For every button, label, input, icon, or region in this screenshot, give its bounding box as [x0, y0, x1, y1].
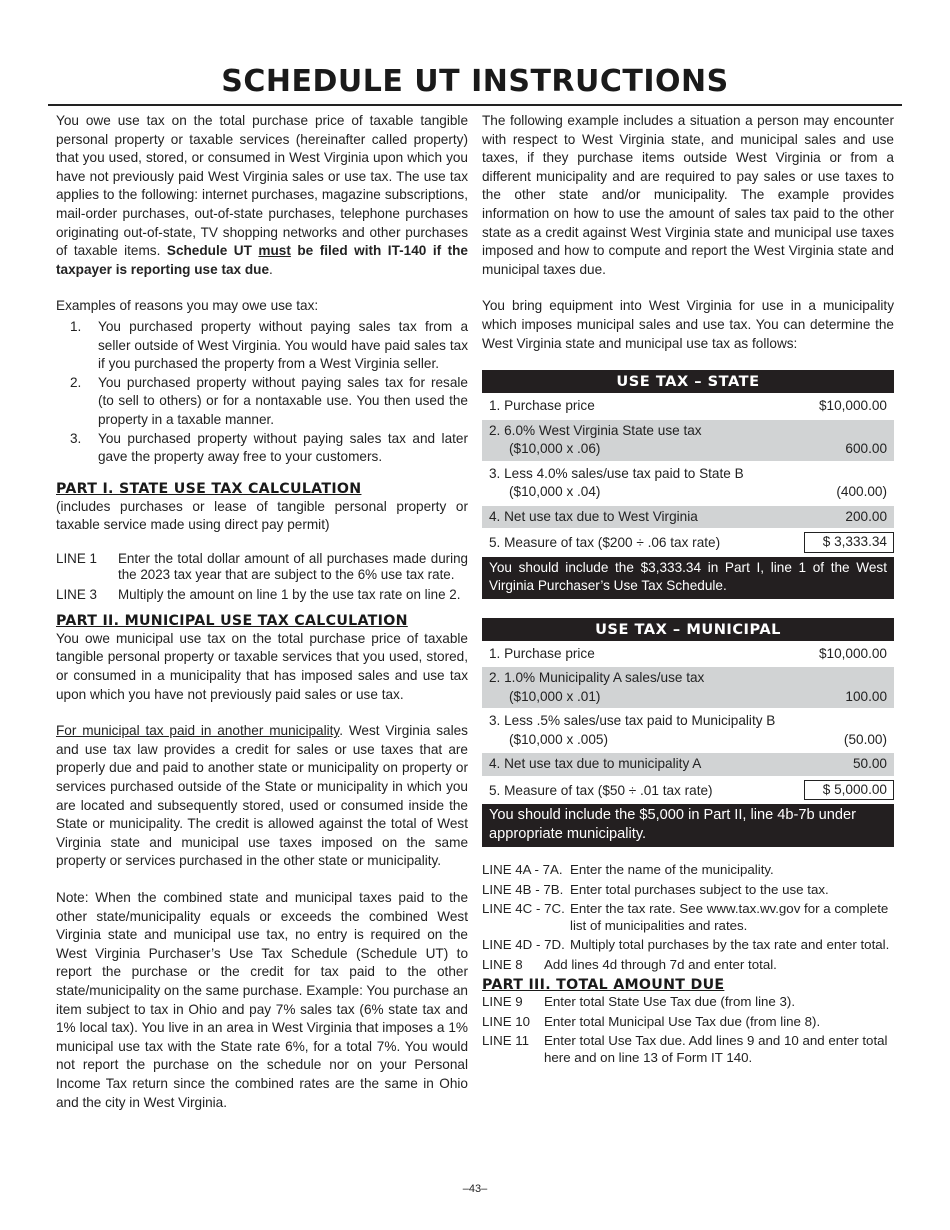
- row-value: (400.00): [836, 484, 887, 500]
- row-label: 3. Less .5% sales/use tax paid to Municipality B: [489, 713, 776, 729]
- intro-text: You owe use tax on the total purchase price of taxable tangible personal property or taxable services (hereinafter called property) that you used, stored, or consumed in West Virginia upon which you have not previously paid West Virginia sales or use tax. The use tax applies to the following: internet purchases, magazine subscriptions, mail-order purchases, out-of-state purchases, telephone purchases originating out-of-state, TV shopping networks and other purchases of taxable items.: [56, 113, 468, 259]
- municipal-use-tax-table: [482, 618, 894, 848]
- line-key: LINE 3: [56, 586, 97, 602]
- line-text: Enter total Municipal Use Tax due (from line 8).: [544, 1013, 821, 1029]
- line-key: LINE 11: [482, 1033, 530, 1049]
- part1-note: (includes purchases or lease of tangible personal property or taxable service made using direct pay permit): [56, 498, 468, 533]
- intro-bold-must: must: [258, 243, 291, 259]
- title-rule: [48, 104, 902, 106]
- line-text: Multiply total purchases by the tax rate and enter total.: [570, 937, 890, 953]
- line-text: Enter the name of the municipality.: [570, 862, 774, 878]
- line-key: LINE 4A - 7A.: [482, 862, 563, 878]
- line-row: [482, 957, 894, 974]
- row-value: (50.00): [843, 731, 887, 747]
- row-label: 5. Measure of tax ($200 ÷ .06 tax rate): [489, 535, 721, 551]
- line-text: Enter the total dollar amount of all purchases made during the 2023 tax year that are subject to the 6% use tax rate.: [118, 550, 468, 582]
- table-row: [482, 395, 894, 418]
- example-intro: The following example includes a situation a person may encounter with respect to West Virginia state, and municipal sales and use taxes, if they purchase items outside West Virginia or from a different municipality and are required to pay sales or use taxes to the other state and/or municipality. The example provides information on how to use the amount of sales tax paid to the other state as a credit against West Virginia state and municipal use taxes imposed and how to compute and report the West Virginia state and municipal taxes due.: [482, 113, 894, 277]
- part2-text: You owe municipal use tax on the total purchase price of taxable tangible personal property or taxable services that you used, stored, or consumed in a municipality that has imposed sales and use tax upon which you have not previously paid sales or use tax.: [56, 630, 468, 702]
- examples-heading: Examples of reasons you may owe use tax:: [56, 298, 319, 314]
- row-value: 100.00: [845, 688, 887, 704]
- table-row: [482, 506, 894, 529]
- note-paragraph: Note: When the combined state and municipal taxes paid to the other state/municipality equals or exceeds the combined West Virginia state and municipal use tax, no entry is required on the West Virginia Purchaser’s Use Tax Schedule (Schedule UT) to report the purchase or the credit for tax paid to the other state/municipality on the same purchase. Example: You purchase an item subject to tax in Ohio and pay 7% sales tax (6% state tax and 1% local tax). You live in an area in West Virginia that imposes a 1% municipal use tax with the State rate 6%, for a total 7%. You would not report the purchase on the schedule nor on your Personal Income Tax return since the combined rates are the same in Ohio and the city in West Virginia.: [56, 890, 468, 1110]
- row-label: 5. Measure of tax ($50 ÷ .01 tax rate): [489, 782, 713, 798]
- row-label: 4. Net use tax due to West Virginia: [489, 508, 698, 524]
- table-header: USE TAX – STATE: [482, 370, 894, 393]
- table-row: [482, 463, 894, 504]
- list-item: [56, 374, 468, 430]
- line-text: Enter total Use Tax due. Add lines 9 and 10 and enter total here and on line 13 of Form IT 140.: [544, 1033, 888, 1065]
- table-row: [482, 420, 894, 461]
- row-sublabel: ($10,000 x .005): [509, 731, 608, 747]
- part2-heading: PART II. MUNICIPAL USE TAX CALCULATION: [56, 612, 408, 629]
- row-value-boxed: $ 5,000.00: [804, 780, 894, 801]
- list-item: [56, 318, 468, 374]
- intro-bold-a: Schedule UT: [166, 243, 252, 259]
- page-number: –43–: [462, 1183, 488, 1195]
- part1-heading: PART I. STATE USE TAX CALCULATION: [56, 480, 362, 497]
- row-label: 4. Net use tax due to municipality A: [489, 756, 702, 772]
- row-value: $10,000.00: [818, 398, 887, 414]
- line-text: Enter total State Use Tax due (from line 3).: [544, 994, 796, 1010]
- line-key: LINE 10: [482, 1013, 531, 1029]
- row-sublabel: ($10,000 x .01): [509, 688, 601, 704]
- line-key: LINE 4B - 7B.: [482, 881, 564, 897]
- line-key: LINE 4C - 7C.: [482, 901, 565, 917]
- line-row: [482, 901, 894, 934]
- intro-bold-b: be filed with IT-140 if the taxpayer is reporting use tax due: [56, 243, 468, 277]
- credit-heading: For municipal tax paid in another municipality: [56, 723, 340, 739]
- list-item: [56, 430, 468, 467]
- intro-paragraph: You owe use tax on the total purchase price of taxable tangible personal property or taxable services (hereinafter called property) that you used, stored, or consumed in West Virginia upon which you have not previously paid West Virginia sales or use tax. The use tax applies to the following: internet purchases, magazine subscriptions, mail-order purchases, out-of-state purchases, telephone purchases originating out-of-state, TV shopping networks and other purchases of taxable items. Schedule UT must be filed with IT-140 if the taxpayer is reporting use tax due.: [56, 113, 468, 277]
- list-item-text: You purchased property without paying sales tax and later gave the property away free to your customers.: [98, 430, 468, 465]
- row-value-boxed: $ 3,333.34: [804, 532, 894, 553]
- part3-heading: PART III. TOTAL AMOUNT DUE: [482, 977, 725, 994]
- line-row: [482, 937, 894, 954]
- line-key: LINE 9: [482, 994, 523, 1010]
- line-key: LINE 1: [56, 550, 97, 566]
- row-value: 50.00: [852, 756, 887, 772]
- row-label: 1. Purchase price: [489, 645, 595, 661]
- line-key: LINE 8: [482, 956, 523, 972]
- row-label: 1. Purchase price: [489, 398, 595, 414]
- table-row: [482, 778, 894, 803]
- line-row: [482, 1014, 894, 1031]
- page-title: SCHEDULE UT INSTRUCTIONS: [221, 64, 729, 99]
- row-sublabel: ($10,000 x .04): [509, 484, 601, 500]
- list-item-text: You purchased property without paying sales tax for resale (to sell to others) or for a nontaxable use. You then used the property in a taxable manner.: [98, 374, 468, 427]
- reasons-list: [56, 318, 468, 467]
- credit-paragraph: For municipal tax paid in another municipality. West Virginia sales and use tax law provides a credit for sales or use taxes that are properly due and paid to another state or municipality on property or services purchased outside of the State or municipality in which you are located and subsequently stored, used or consumed inside the State or municipality. The credit is allowed against the total of West Virginia state and municipal use taxes imposed on the same property or services purchased in the other state or municipality.: [56, 723, 468, 869]
- table-note: You should include the $3,333.34 in Part I, line 1 of the West Virginia Purchaser’s Use Tax Schedule.: [482, 557, 894, 599]
- table-row: [482, 710, 894, 751]
- list-item-number: 1.: [70, 318, 82, 334]
- list-item-text: You purchased property without paying sales tax from a seller outside of West Virginia. You would have paid sales tax if you purchased the property from a West Virginia seller.: [98, 318, 468, 372]
- line-row: [56, 551, 468, 583]
- table-row: [482, 667, 894, 708]
- line-row: [482, 862, 894, 879]
- line-row: [482, 882, 894, 899]
- row-label: 3. Less 4.0% sales/use tax paid to State B: [489, 465, 744, 481]
- line-key: LINE 4D - 7D.: [482, 937, 565, 953]
- table-row: [482, 643, 894, 666]
- row-sublabel: ($10,000 x .06): [509, 441, 601, 457]
- line-row: [482, 1033, 894, 1066]
- list-item-number: 2.: [70, 374, 82, 390]
- table-header: USE TAX – MUNICIPAL: [482, 618, 894, 641]
- line-row: [56, 587, 468, 603]
- line-text: Enter total purchases subject to the use tax.: [570, 881, 829, 897]
- equipment-text: You bring equipment into West Virginia for use in a municipality which imposes municipal sales and use tax. You can determine the West Virginia state and municipal use tax as follows:: [482, 298, 894, 351]
- line-text: Multiply the amount on line 1 by the use tax rate on line 2.: [118, 586, 461, 602]
- row-label: 2. 6.0% West Virginia State use tax: [489, 422, 702, 438]
- credit-text: West Virginia sales and use tax law provides a credit for sales or use taxes that are properly due and paid to another state or municipality on property or services purchased outside of the State or municipality in which you are located and subsequently stored, used or consumed inside the State or municipality. The credit is allowed against the total of West Virginia state and municipal use taxes imposed on the same property or services purchased in the other state or municipality.: [56, 723, 468, 869]
- table-note: You should include the $5,000 in Part II, line 4b-7b under appropriate municipality.: [482, 804, 894, 847]
- table-row: [482, 530, 894, 555]
- left-column: [56, 112, 468, 1112]
- line-text: Enter the tax rate. See www.tax.wv.gov for a complete list of municipalities and rates.: [570, 901, 889, 933]
- table-row: [482, 753, 894, 776]
- line-row: [482, 994, 894, 1011]
- list-item-number: 3.: [70, 430, 82, 446]
- state-use-tax-table: [482, 370, 894, 599]
- row-value: $10,000.00: [818, 645, 887, 661]
- row-value: 200.00: [845, 508, 887, 524]
- row-value: 600.00: [845, 441, 887, 457]
- row-label: 2. 1.0% Municipality A sales/use tax: [489, 670, 705, 686]
- right-column: [482, 112, 894, 1069]
- line-text: Add lines 4d through 7d and enter total.: [544, 956, 777, 972]
